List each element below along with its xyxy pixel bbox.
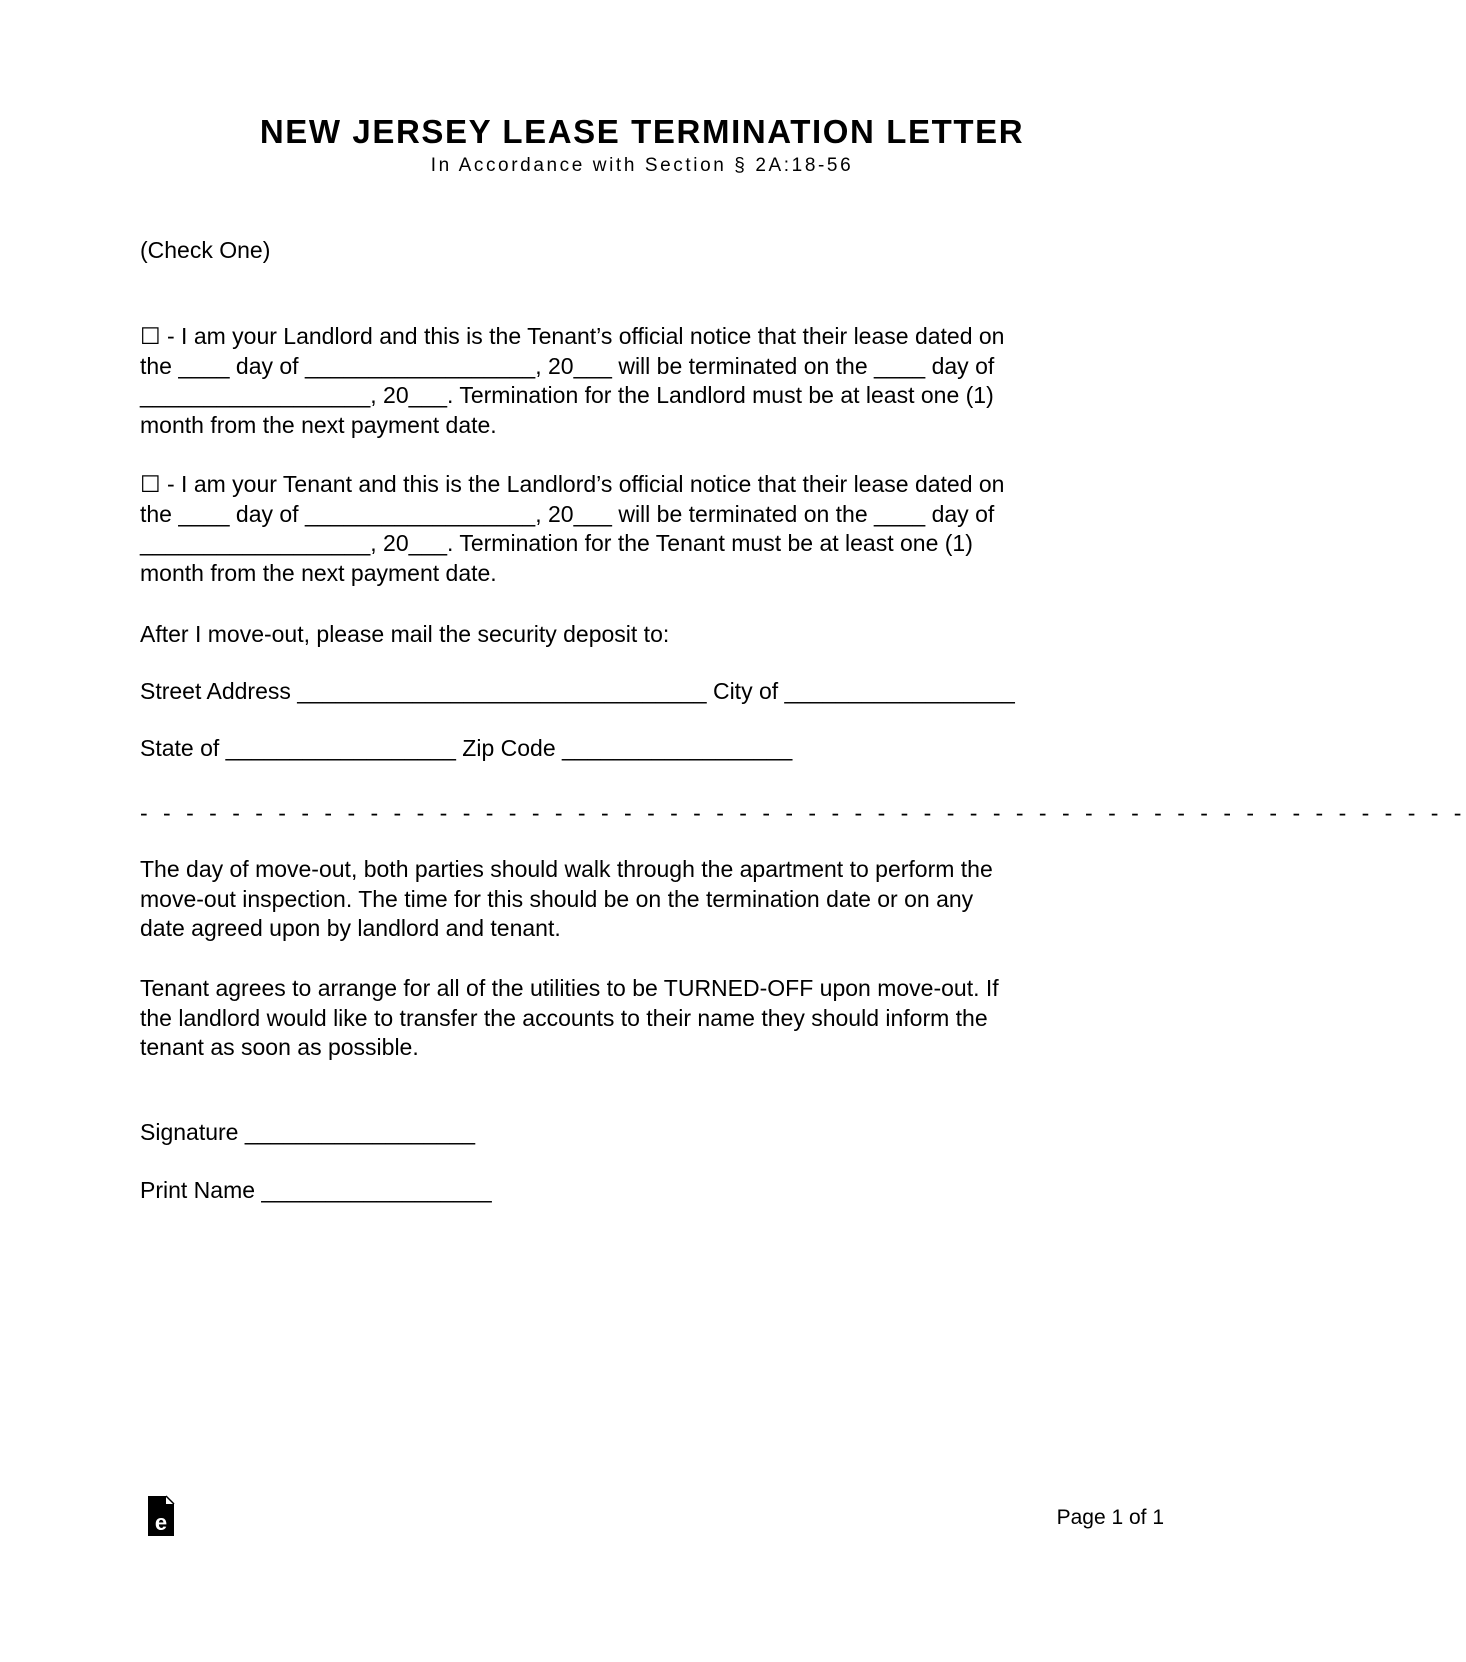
check-one-label: (Check One) xyxy=(140,237,271,263)
utilities-line: tenant as soon as possible. xyxy=(140,1034,419,1060)
tenant-option[interactable] xyxy=(140,470,1120,588)
document-subtitle: In Accordance with Section § 2A:18-56 xyxy=(430,155,854,176)
tenant-option-line: ☐ - I am your Tenant and this is the Landlord’s official notice that their lease dated on xyxy=(140,471,1005,497)
landlord-option-line: month from the next payment date. xyxy=(140,411,497,438)
utilities-line: Tenant agrees to arrange for all of the utilities to be TURNED-OFF upon move-out. If xyxy=(140,975,999,1001)
utilities-paragraph xyxy=(140,974,1120,1063)
inspection-line: move-out inspection. The time for this should be on the termination date or on any xyxy=(140,885,974,912)
print-name-field[interactable]: Print Name __________________ xyxy=(140,1177,492,1203)
dashed-separator: - - - - - - - - - - - - - - - - - - - - - - - - - - - - - - - - - - - - - - - - - - - - - - - - - - - - - - - - - - xyxy=(140,800,1466,826)
landlord-option-line: the ____ day of __________________, 20___ will be terminated on the ____ day of xyxy=(140,352,995,379)
inspection-line: date agreed upon by landlord and tenant. xyxy=(140,915,561,941)
inspection-line: The day of move-out, both parties should walk through the apartment to perform the xyxy=(140,856,993,882)
landlord-option-line: ☐ - I am your Landlord and this is the Tenant’s official notice that their lease dated on xyxy=(140,323,1005,349)
tenant-option-line: __________________, 20___. Termination for the Tenant must be at least one (1) xyxy=(140,530,973,556)
document-title: NEW JERSEY LEASE TERMINATION LETTER xyxy=(259,113,1025,150)
signature-field[interactable]: Signature __________________ xyxy=(140,1119,476,1145)
deposit-intro: After I move-out, please mail the security deposit to: xyxy=(140,621,670,647)
tenant-option-line: the ____ day of __________________, 20___ will be terminated on the ____ day of xyxy=(140,500,995,527)
landlord-option-line: __________________, 20___. Termination for the Landlord must be at least one (1) xyxy=(140,382,994,408)
utilities-line: the landlord would like to transfer the accounts to their name they should inform the xyxy=(140,1004,988,1031)
tenant-option-line: month from the next payment date. xyxy=(140,559,497,586)
eforms-logo-icon xyxy=(146,1494,176,1538)
inspection-paragraph xyxy=(140,855,1120,944)
state-zip-field[interactable]: State of __________________ Zip Code __________________ xyxy=(140,735,793,761)
svg-text:e: e xyxy=(154,1510,168,1535)
street-address-field[interactable]: Street Address ________________________________ City of __________________ xyxy=(140,678,1015,704)
page-number: Page 1 of 1 xyxy=(1056,1506,1164,1529)
landlord-option[interactable] xyxy=(140,322,1120,440)
